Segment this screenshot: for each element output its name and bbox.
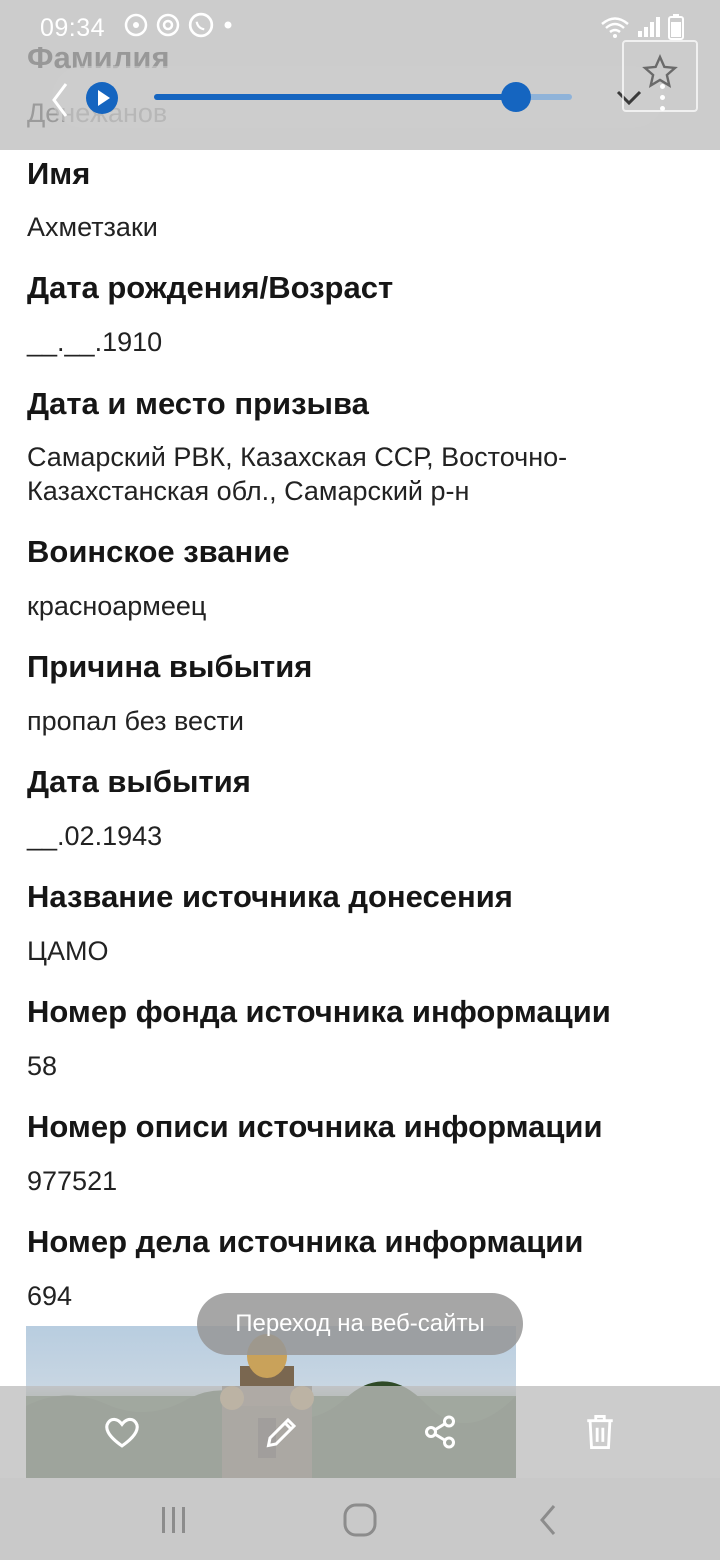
field-label-birth-date: Дата рождения/Возраст [27, 270, 394, 305]
field-value-fund-number: 58 [27, 1051, 58, 1081]
field-value-rank: красноармеец [27, 591, 207, 621]
chrome-icon [156, 13, 180, 37]
playback-progress-fill [154, 94, 513, 100]
field-value-birth-date: __.__.1910 [27, 327, 163, 357]
recent-apps-icon[interactable] [152, 1498, 196, 1542]
kebab-icon[interactable] [660, 84, 665, 111]
pencil-icon[interactable] [258, 1408, 306, 1456]
music-icon [124, 13, 148, 37]
field-value-source-name: ЦАМО [27, 936, 109, 966]
back-icon[interactable] [526, 1498, 570, 1542]
field-value-reason: пропал без вести [27, 706, 245, 736]
field-label-rank: Воинское звание [27, 534, 290, 569]
trash-icon[interactable] [576, 1408, 624, 1456]
play-icon[interactable] [86, 82, 118, 114]
whatsapp-icon [188, 12, 214, 38]
field-label-name: Имя [27, 156, 91, 191]
share-icon[interactable] [416, 1408, 464, 1456]
home-icon[interactable] [338, 1498, 382, 1542]
toast-message: Переход на веб-сайты [197, 1293, 523, 1355]
field-label-fund-number: Номер фонда источника информации [27, 994, 611, 1029]
field-label-reason: Причина выбытия [27, 649, 313, 684]
field-value-conscription: Самарский РВК, Казахская ССР, Восточно-Казахстанская обл., Самарский р-н [27, 442, 568, 506]
action-bar [0, 1386, 720, 1478]
field-value-inventory-number: 977521 [27, 1166, 118, 1196]
field-value-departure-date: __.02.1943 [27, 821, 163, 851]
dot-icon [222, 19, 234, 31]
heart-icon[interactable] [98, 1408, 146, 1456]
field-label-departure-date: Дата выбытия [27, 764, 251, 799]
playback-seek-thumb[interactable] [501, 82, 531, 112]
field-value-case-number: 694 [27, 1281, 73, 1311]
top-overlay [0, 0, 720, 150]
field-label-source-name: Название источника донесения [27, 879, 513, 914]
status-time: 09:34 [40, 14, 106, 42]
status-notification-icons [124, 12, 234, 38]
field-label-inventory-number: Номер описи источника информации [27, 1109, 603, 1144]
field-value-name: Ахметзаки [27, 212, 158, 242]
field-label-conscription: Дата и место призыва [27, 386, 369, 421]
chevron-left-icon[interactable] [48, 80, 72, 125]
field-label-case-number: Номер дела источника информации [27, 1224, 584, 1259]
system-navigation-bar [0, 1478, 720, 1560]
